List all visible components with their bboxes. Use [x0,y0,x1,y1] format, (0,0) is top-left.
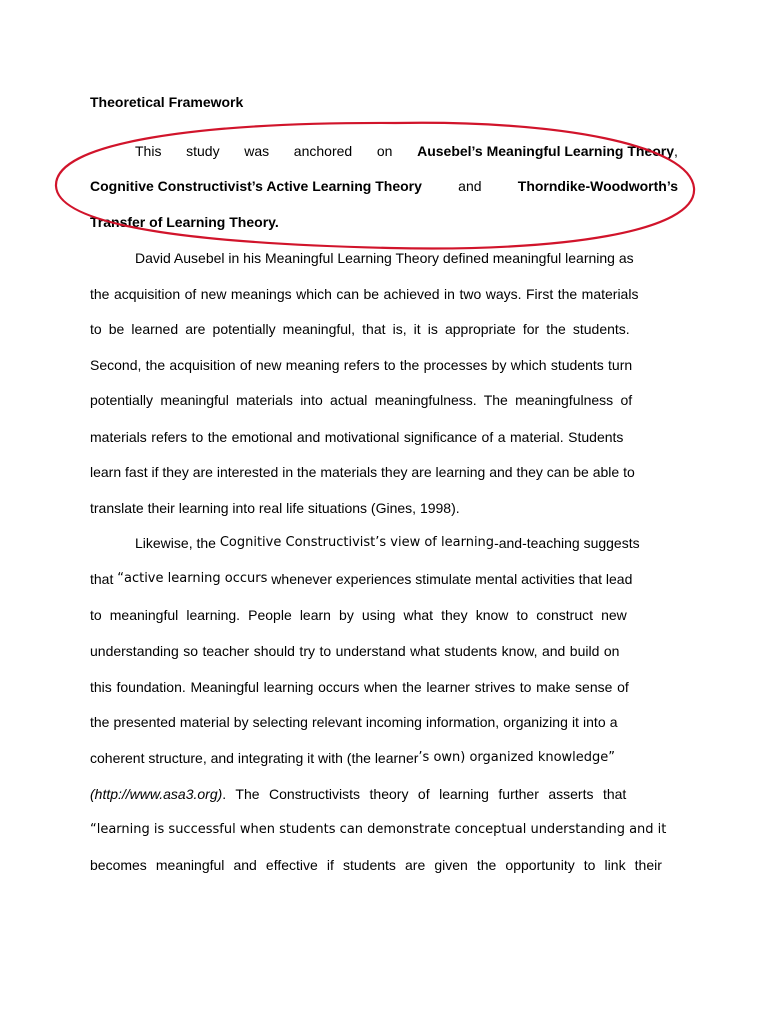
paragraph3-line8 [90,782,678,806]
paragraph2-line: to be learned are potentially meaningful, that is, it is appropriate for the students. [90,321,630,337]
paragraph2-line: David Ausebel in his Meaningful Learning Theory defined meaningful learning as [135,250,634,266]
paragraph1-line1 [135,139,678,163]
paragraph2-line: materials refers to the emotional and motivational significance of a material. Students [90,429,624,445]
paragraph3-line: understanding so teacher should try to understand what students know, and build on [90,643,620,659]
paragraph2-line: the acquisition of new meanings which can be achieved in two ways. First the materials [90,286,639,302]
paragraph3-line9 [90,818,678,842]
text-run: “active learning occurs [117,571,268,586]
word: study [186,143,220,159]
paragraph2-line: translate their learning into real life situations (Gines, 1998). [90,500,460,516]
paragraph3-line: to meaningful learning. People learn by using what they know to construct new [90,607,627,623]
text-run: “learning is successful when students can demonstrate conceptual understanding and it [90,822,667,837]
text-run: -and-teaching suggests [494,535,640,551]
paragraph3-line1 [135,531,678,555]
word: was [244,143,270,159]
theory-name-ausebel: Ausebel’s Meaningful Learning Theory [417,143,675,159]
paragraph1-line2 [90,174,678,198]
paragraph2-line: Second, the acquisition of new meaning refers to the processes by which students turn [90,357,633,373]
paragraph2-line: potentially meaningful materials into actual meaningfulness. The meaningfulness of [90,392,633,408]
paragraph3-line2 [90,567,678,591]
citation-link: (http://www.asa3.org) [90,786,223,802]
text-run: ’s own) organized knowledge” [418,750,616,765]
paragraph3-line: this foundation. Meaningful learning occurs when the learner strives to make sense of [90,679,629,695]
text-run: Cognitive Constructivist’s view of learning [219,535,495,550]
word: on [376,143,393,159]
text-run: whenever experiences stimulate mental activities that lead [271,571,633,587]
theory-name-transfer: Transfer of Learning Theory. [90,214,279,230]
paragraph2-line: learn fast if they are interested in the materials they are learning and they can be able to [90,464,635,480]
section-heading: Theoretical Framework [90,94,244,110]
word: This [135,143,162,159]
text-run: that [90,571,114,587]
theory-name-thorndike: Thorndike-Woodworth’s [517,178,678,194]
text-run: . The Constructivists theory of learning further asserts that [222,786,627,802]
conjunction: and [458,178,482,194]
theory-name-cognitive: Cognitive Constructivist’s Active Learning Theory [90,178,422,194]
paragraph3-line: becomes meaningful and effective if students are given the opportunity to link their [90,857,662,873]
word: anchored [293,143,353,159]
paragraph3-line7 [90,746,678,770]
comma: , [674,143,678,159]
paragraph1-line3 [90,210,678,234]
text-run: coherent structure, and integrating it with (the learner [90,750,419,766]
paragraph3-line: the presented material by selecting relevant incoming information, organizing it into a [90,714,618,730]
text-run: Likewise, the [135,535,216,551]
